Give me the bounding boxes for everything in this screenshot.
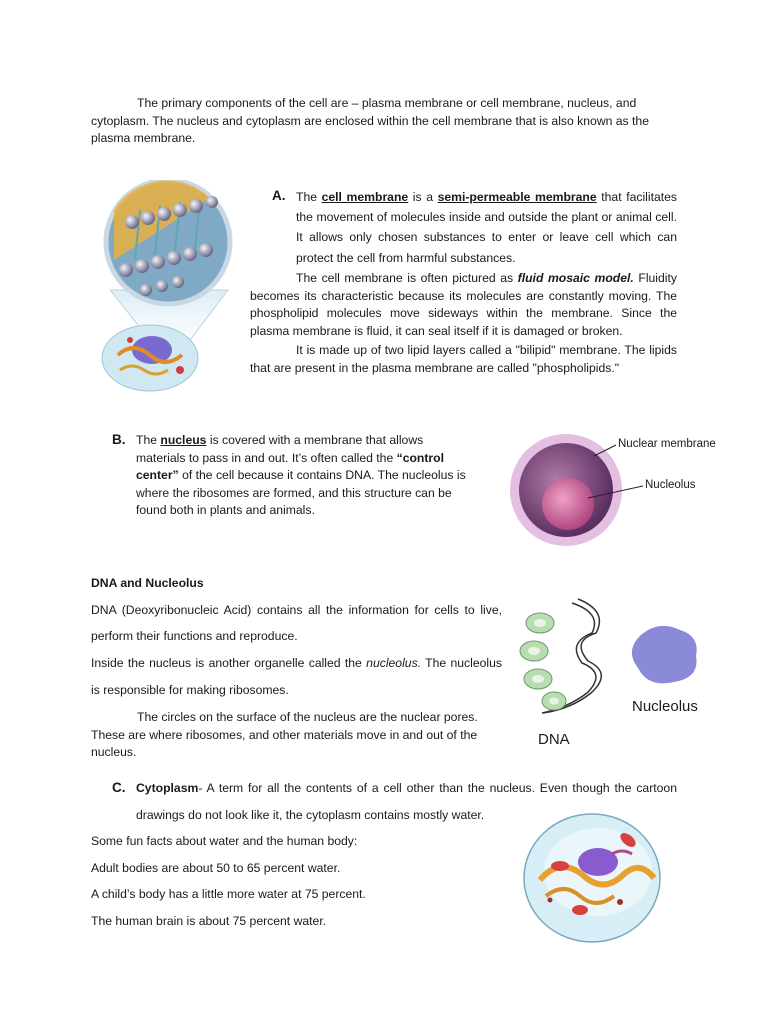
intro-paragraph — [91, 95, 676, 148]
dna-section-heading: DNA and Nucleolus — [91, 576, 204, 590]
label-nuclear-membrane: Nuclear membrane — [618, 438, 716, 450]
section-a-letter: A. — [272, 188, 286, 203]
term-control-center: “control center” — [136, 450, 445, 482]
intro-text: The primary components of the cell are – plasma membrane or cell membrane, nucleus, and cytoplasm. The nucleus and cytoplasm are enclosed within the cell membrane that is also known as the plasma membrane. — [91, 96, 649, 145]
term-cytoplasm: Cytoplasm — [136, 781, 199, 795]
term-semi-permeable-membrane: semi-permeable membrane — [437, 190, 597, 204]
section-c-line-1: Cytoplasm- A term for all the contents of a cell other than the nucleus. Even though the cartoon — [136, 781, 677, 795]
fact-3: A child’s body has a little more water at 75 percent. — [91, 887, 366, 901]
cell-membrane-illustration — [90, 180, 245, 395]
figure-label-dna: DNA — [538, 731, 570, 748]
section-a-paragraph-1: The cell membrane is a semi-permeable membrane that facilitates the movement of molecules inside and outside the plant or animal cell. It allows only chosen substances to enter or leave cell which can protect the cell from harmful substances. — [296, 190, 677, 265]
term-nucleolus: nucleolus. — [366, 656, 422, 670]
dna-paragraph: The circles on the surface of the nucleus are the nuclear pores. These are where ribosomes, and other materials move in and out of the nucleus. — [91, 710, 478, 759]
section-b-letter: B. — [112, 432, 126, 447]
section-a-paragraph-3: It is made up of two lipid layers called a "bilipid" membrane. The lipids that are present in the plasma membrane are called "phospholipids." — [250, 343, 677, 375]
dna-line-4: is responsible for making ribosomes. — [91, 683, 289, 697]
dna-line-3: Inside the nucleus is another organelle called the nucleolus. The nucleolus — [91, 656, 502, 670]
dna-line-2: perform their functions and reproduce. — [91, 629, 298, 643]
nucleolus-illustration — [630, 622, 702, 688]
fact-4: The human brain is about 75 percent water. — [91, 914, 327, 928]
section-a-paragraph-2: The cell membrane is often pictured as fluid mosaic model. Fluidity becomes its characteristic because its molecules are constantly moving. The phospholipid molecules move sideways within the membrane. Since the plasma membrane is fluid, it can seal itself if it is damaged or broken. — [250, 271, 677, 338]
fact-1: Some fun facts about water and the human body: — [91, 834, 358, 848]
figure-label-nucleolus: Nucleolus — [632, 698, 698, 715]
label-nucleolus: Nucleolus — [645, 479, 696, 491]
section-c-letter: C. — [112, 780, 126, 795]
dna-illustration — [512, 593, 622, 733]
term-nucleus: nucleus — [160, 433, 207, 447]
term-fluid-mosaic-model: fluid mosaic model. — [517, 271, 634, 285]
section-b-paragraph: The nucleus is covered with a membrane that allows materials to pass in and out. It’s often called the “control center” of the cell because it contains DNA. The nucleolus is where the ribosomes are formed, and this structure can be found both in plants and animals. — [136, 433, 466, 517]
term-cell-membrane: cell membrane — [321, 190, 409, 204]
cytoplasm-cell-illustration — [520, 810, 665, 948]
fact-2: Adult bodies are about 50 to 65 percent water. — [91, 861, 341, 875]
section-c-line-2: drawings do not look like it, the cytoplasm contains mostly water. — [136, 808, 485, 822]
dna-line-1: DNA (Deoxyribonucleic Acid) contains all the information for cells to live, — [91, 603, 502, 617]
